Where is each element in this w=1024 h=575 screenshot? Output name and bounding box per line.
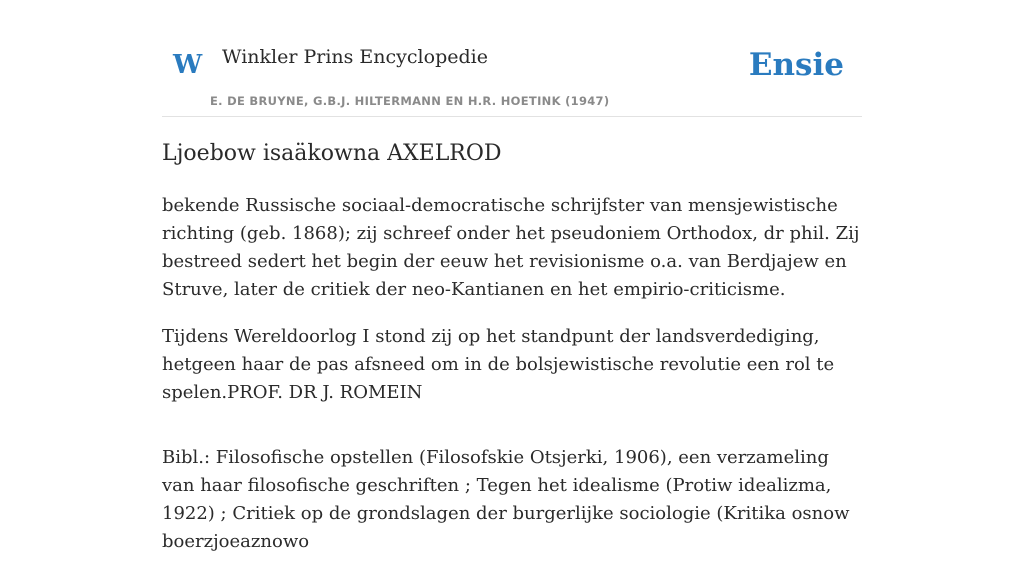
- source-authors: E. DE BRUYNE, G.B.J. HILTERMANN EN H.R. HOETINK (1947): [210, 94, 610, 108]
- source-title[interactable]: Winkler Prins Encyclopedie: [222, 46, 488, 68]
- entry-paragraph: Tijdens Wereldoorlog I stond zij op het standpunt der landsverdediging, hetgeen haar de pas afsneed om in de bolsjewistische revolutie een rol te spelen.PROF. DR J. ROMEIN: [162, 326, 835, 403]
- winkler-prins-logo[interactable]: W: [173, 50, 203, 80]
- source-header: [162, 0, 862, 117]
- entry-body: [162, 192, 862, 575]
- entry-title: Ljoebow isaäkowna AXELROD: [162, 141, 502, 166]
- ensie-logo[interactable]: Ensie: [748, 47, 844, 83]
- document-page: [162, 0, 862, 552]
- entry-paragraph: bekende Russische sociaal-democratische schrijfster van mensjewistische richting (geb. 1868); zij schreef onder het pseudoniem Orthodox, dr phil. Zij bestreed sedert het begin der eeuw het revisionisme o.a. van Berdjajew en Struve, later de critiek der neo-Kantianen en het empirio-criticisme.: [162, 195, 860, 300]
- bibliography-paragraph: Bibl.: Filosofische opstellen (Filosofskie Otsjerki, 1906), een verzameling van haar filosofische geschriften ; Tegen het idealisme (Protiw idealizma, 1922) ; Critiek op de grondslagen der burgerlijke sociologie (Kritika osnow boerzjoeaznowo: [162, 447, 850, 552]
